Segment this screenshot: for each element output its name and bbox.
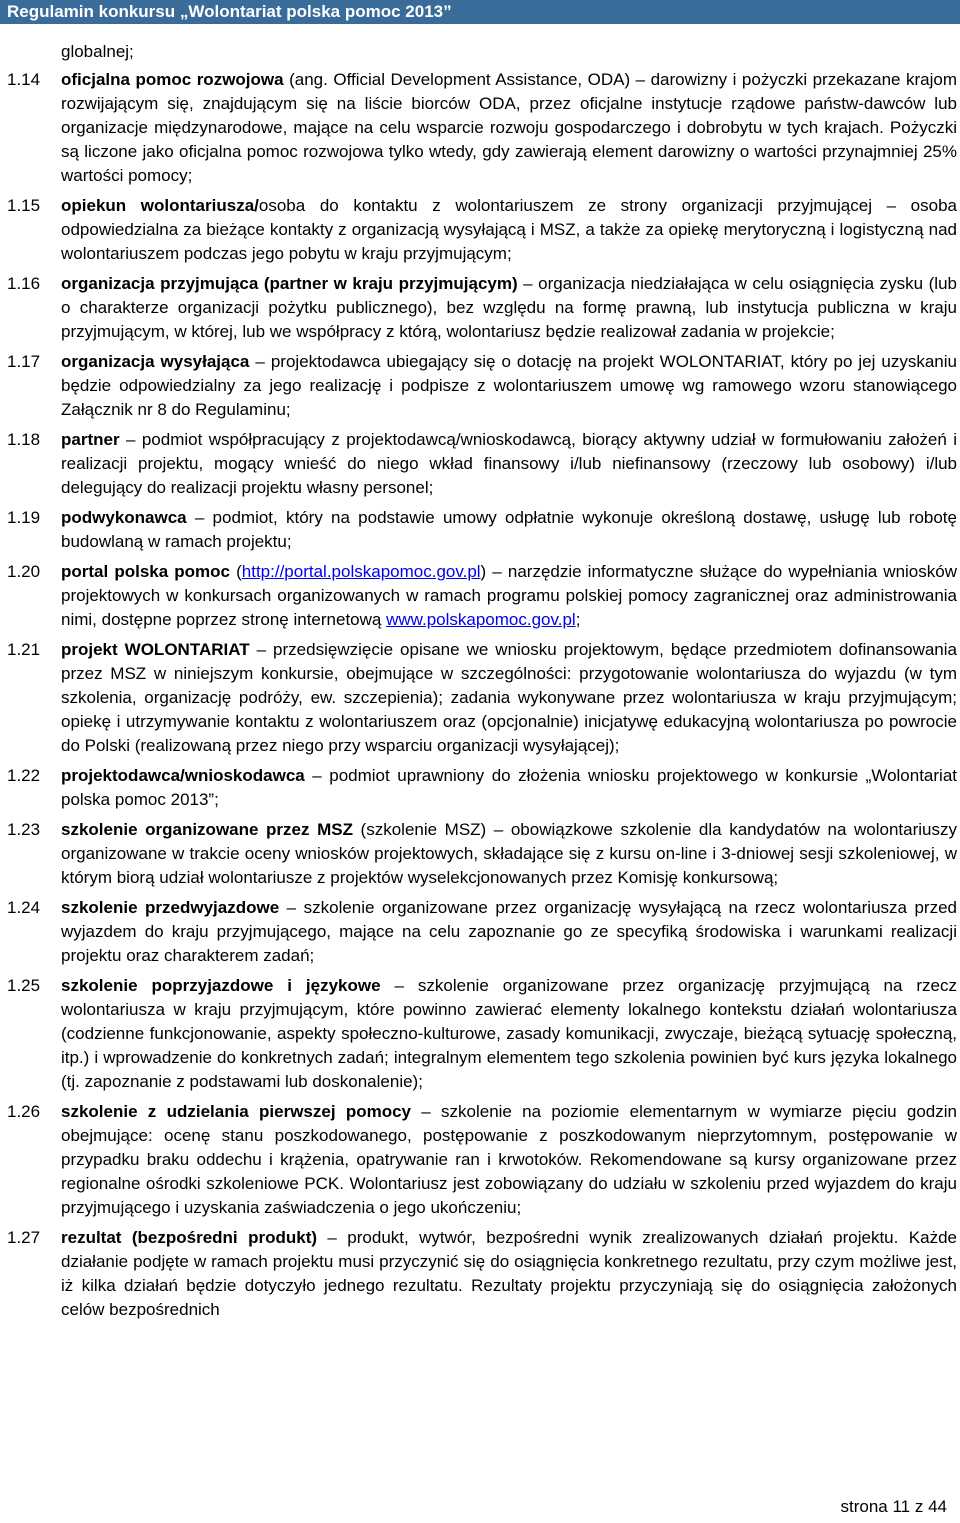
item-term: szkolenie organizowane przez MSZ <box>61 820 353 839</box>
item-text: – projektodawca ubiegający się o dotację na projekt WOLONTARIAT, który po jej uzyskaniu będzie odpowiedzialny za jego realizację i podpisze z wolontariuszem umowę wg ramowego wzoru stanowiącego Załącznik nr 8 do Regulaminu; <box>61 352 957 419</box>
item-number: 1.19 <box>7 508 41 527</box>
item-number: 1.23 <box>7 820 41 839</box>
item-text: – organizacja niedziałająca w celu osiągnięcia zysku (lub o charakterze organizacji pożytku publicznego), bez względu na formę prawną, lub instytucja publiczna w kraju przyjmującym, w której, lub we współpracy z którą, wolontariusz będzie realizował zadania w projekcie; <box>61 274 957 341</box>
item-number: 1.17 <box>7 352 41 371</box>
item-number: 1.16 <box>7 274 41 293</box>
item-text-continued: ) – narzędzie informatyczne służące do wypełniania wniosków projektowych w konkursach organizowanych w ramach programu polskiej pomocy zagranicznej oraz administrowania nimi, dostępne poprzez stronę internetową <box>61 562 957 629</box>
definition-item-1-14 <box>0 68 960 188</box>
item-term: projektodawca/wnioskodawca <box>61 766 305 785</box>
item-number: 1.14 <box>7 70 41 89</box>
definition-item-1-20 <box>0 560 960 632</box>
item-text: – podmiot uprawniony do złożenia wniosku projektowego w konkursie „Wolontariat polska pomoc 2013”; <box>61 766 957 809</box>
item-term: podwykonawca <box>61 508 187 527</box>
item-term: organizacja wysyłająca <box>61 352 250 371</box>
definition-item-1-24 <box>0 896 960 968</box>
item-term: szkolenie poprzyjazdowe i językowe <box>61 976 381 995</box>
item-text: – szkolenie na poziomie elementarnym w wymiarze pięciu godzin obejmujące: ocenę stanu poszkodowanego, postępowanie z poszkodowanym nieprzytomnym, postępowanie w przypadku braku oddechu i krążenia, opatrywanie ran i krwotoków. Rekomendowane są kursy organizowane przez regionalne ośrodki szkoleniowe PCK. Wolontariusz jest zobowiązany do udziału w szkoleniu przed wyjazdem do kraju przyjmującego i uzyskania zaświadczenia o jego ukończeniu; <box>61 1102 957 1217</box>
continuation-line <box>0 40 960 64</box>
item-text: ( <box>230 562 242 581</box>
definition-item-1-19 <box>0 506 960 554</box>
item-number: 1.26 <box>7 1102 41 1121</box>
item-term: oficjalna pomoc rozwojowa <box>61 70 284 89</box>
item-text: – podmiot, który na podstawie umowy odpłatnie wykonuje określoną dostawę, usługę lub robotę budowlaną w ramach projektu; <box>61 508 957 551</box>
item-term: szkolenie z udzielania pierwszej pomocy <box>61 1102 412 1121</box>
portal-link[interactable]: http://portal.polskapomoc.gov.pl <box>241 562 481 581</box>
item-text: – produkt, wytwór, bezpośredni wynik zrealizowanych działań projektu. Każde działanie podjęte w ramach projektu musi przyczynić się do osiągnięcia konkretnego rezultatu, przy czym możliwe jest, iż kilka działań będzie dotyczyło jednego rezultatu. Rezultaty projektu przyczyniają się do osiągnięcia założonych celów bezpośrednich <box>61 1228 957 1319</box>
page-number: strona 11 z 44 <box>840 1497 947 1516</box>
item-term: organizacja przyjmująca (partner w kraju przyjmującym) <box>61 274 518 293</box>
continuation-text: globalnej; <box>61 42 134 61</box>
item-term: opiekun wolontariusza/ <box>61 196 259 215</box>
item-text: – szkolenie organizowane przez organizację wysyłającą na rzecz wolontariusza przed wyjazdem do kraju przyjmującego, mające na celu zapoznanie go ze specyfiką środowiska i warunkami realizacji projektu oraz charakterem zadań; <box>61 898 957 965</box>
item-text: – przedsięwzięcie opisane we wniosku projektowym, będące przedmiotem dofinansowania przez MSZ w niniejszym konkursie, obejmujące w szczególności: przygotowanie wolontariusza do wyjazdu (w tym szkolenia, organizację podróży, ew. szczepienia); zadania wykonywane przez wolontariusza w kraju przyjmującym; opiekę i utrzymywanie kontaktu z wolontariuszem oraz (opcjonalnie) inicjatywę edukacyjną wolontariusza po powrocie do Polski (realizowaną przez niego przy wsparciu organizacji wysyłającej); <box>61 640 957 755</box>
definition-item-1-21 <box>0 638 960 758</box>
website-link[interactable]: www.polskapomoc.gov.pl <box>386 610 576 629</box>
definition-item-1-23 <box>0 818 960 890</box>
document-body <box>0 40 960 1328</box>
definition-item-1-26 <box>0 1100 960 1220</box>
definition-item-1-22 <box>0 764 960 812</box>
item-text: (szkolenie MSZ) – obowiązkowe szkolenie dla kandydatów na wolontariuszy organizowane w trakcie oceny wniosków projektowych, składające się z kursu on-line i 3-dniowej sesji szkoleniowej, w którym biorą udział wolontariusze z projektów wyselekcjonowanych przez Komisję konkursową; <box>61 820 957 887</box>
item-text-end: ; <box>575 610 581 629</box>
item-term: portal polska pomoc <box>61 562 231 581</box>
definition-item-1-25 <box>0 974 960 1094</box>
item-text: – podmiot współpracujący z projektodawcą/wnioskodawcą, biorący aktywny udział w formułowaniu założeń i realizacji projektu, mogący wnieść do niego wkład finansowy i/lub niefinansowy (rzeczowy lub osobowy) i/lub delegujący do realizacji projektu własny personel; <box>61 430 957 497</box>
item-term: projekt WOLONTARIAT <box>61 640 250 659</box>
item-number: 1.21 <box>7 640 41 659</box>
definition-item-1-18 <box>0 428 960 500</box>
item-number: 1.27 <box>7 1228 41 1247</box>
item-term: szkolenie przedwyjazdowe <box>61 898 280 917</box>
definition-item-1-27 <box>0 1226 960 1322</box>
item-number: 1.18 <box>7 430 41 449</box>
definition-item-1-15 <box>0 194 960 266</box>
definition-item-1-17 <box>0 350 960 422</box>
item-number: 1.15 <box>7 196 41 215</box>
item-number: 1.25 <box>7 976 41 995</box>
item-text: – szkolenie organizowane przez organizację przyjmującą na rzecz wolontariusza w kraju przyjmującym, które powinno zawierać elementy lokalnego kontekstu działań wolontariusza (codzienne funkcjonowanie, aspekty społeczno-kulturowe, zasady komunikacji, zwyczaje, bieżącą sytuację społeczną, itp.) i wprowadzenie do konkretnych zadań; integralnym elementem tego szkolenia powinien być kurs języka lokalnego (tj. zapoznanie z podstawami lub doskonalenie); <box>61 976 958 1091</box>
item-term: partner <box>61 430 120 449</box>
definition-item-1-16 <box>0 272 960 344</box>
item-term: rezultat (bezpośredni produkt) <box>61 1228 318 1247</box>
item-text: osoba do kontaktu z wolontariuszem ze strony organizacji przyjmującej – osoba odpowiedzialna za bieżące kontakty z organizacją wysyłającą i MSZ, a także za opiekę merytoryczną i logistyczną nad wolontariuszem podczas jego pobytu w kraju przyjmującym; <box>61 196 957 263</box>
item-number: 1.24 <box>7 898 41 917</box>
item-number: 1.20 <box>7 562 41 581</box>
item-text: (ang. Official Development Assistance, ODA) – darowizny i pożyczki przekazane krajom rozwijającym się, znajdującym się na liście biorców ODA, przez oficjalne instytucje rządowe państw-dawców lub organizacje międzynarodowe, mające na celu wsparcie rozwoju gospodarczego i dobrobytu w tych krajach. Pożyczki są liczone jako oficjalna pomoc rozwojowa tylko wtedy, gdy zawierają element darowizny o wartości przynajmniej 25% wartości pomocy; <box>61 70 957 185</box>
document-header: Regulamin konkursu „Wolontariat polska pomoc 2013” <box>0 0 960 24</box>
item-number: 1.22 <box>7 766 41 785</box>
